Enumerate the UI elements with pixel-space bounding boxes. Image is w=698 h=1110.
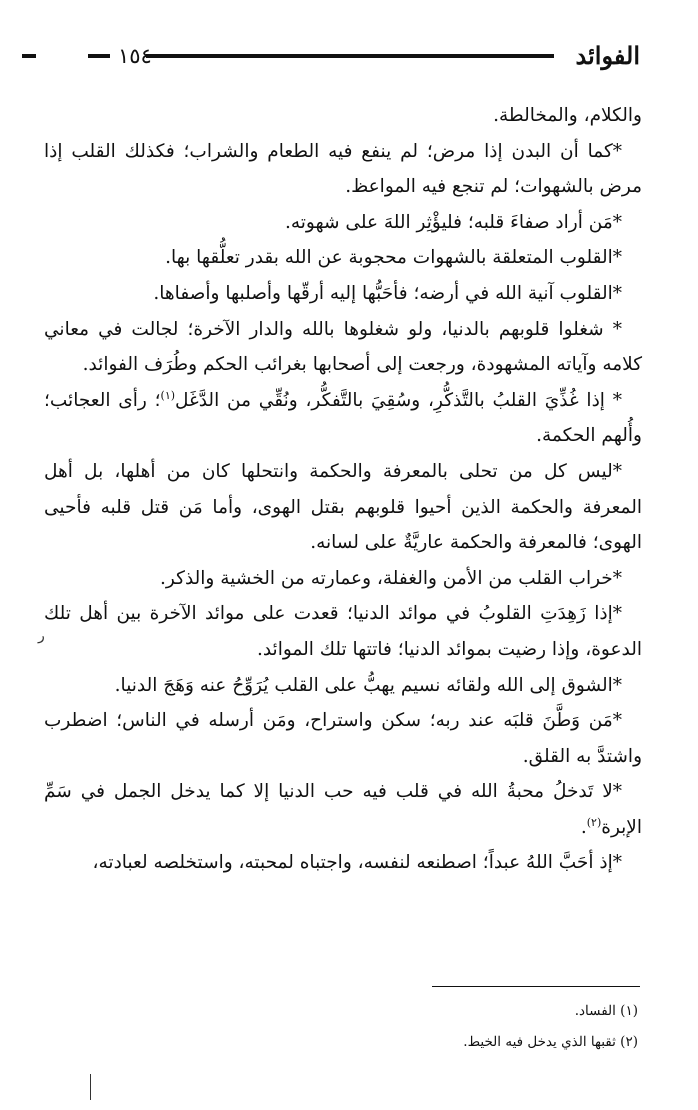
footnotes — [44, 996, 638, 1058]
paragraph: *الشوق إلى الله ولقائه نسيم يهبُّ على القلب يُرَوِّحُ عنه وَهَجَ الدنيا. — [114, 674, 622, 696]
footnote-separator — [432, 986, 640, 987]
paragraph: *القلوب المتعلقة بالشهوات محجوبة عن الله بقدر تعلُّقها بها. — [165, 247, 622, 269]
footnote: (٢) ثقبها الذي يدخل فيه الخيط. — [463, 1034, 638, 1050]
running-title: الفوائد — [575, 41, 640, 70]
paragraph-text: *لا تَدخلُ محبةُ الله في قلب فيه حب الدنيا إلا كما يدخل الجمل في سَمِّ الإبرة — [44, 781, 642, 838]
page-header — [22, 36, 640, 76]
footnote-ref: (١) — [160, 388, 176, 402]
paragraph-text: * إذا غُذِّيَ القلبُ بالتَّذكُّرِ، وسُقِيَ بالتَّفكُّر، ونُقِّي من الدَّغَل — [175, 389, 622, 411]
header-rule-end — [88, 54, 110, 58]
header-rule-left — [22, 54, 36, 58]
paragraph: *إذا زَهِدَتِ القلوبُ في موائد الدنيا؛ قعدت على موائد الآخرة بين أهل تلك الدعوة، وإذا رضيت بموائد الدنيا؛ فاتتها تلك الموائد. — [44, 603, 642, 660]
paragraph: * شغلوا قلوبهم بالدنيا، ولو شغلوها بالله والدار الآخرة؛ لجالت في معاني كلامه وآياته المشهودة، ورجعت إلى أصحابها بغرائب الحكم وطُرَف الفوائد. — [44, 318, 642, 376]
footnote-ref: (٢) — [586, 815, 602, 829]
main-text — [44, 98, 642, 881]
paragraph-with-footnote — [44, 774, 642, 845]
margin-note: ر — [38, 628, 45, 644]
page-number: ١٥٤ — [118, 44, 152, 68]
paragraph: *القلوب آنية الله في أرضه؛ فأحَبُّها إليه أرقّها وأصلبها وأصفاها. — [153, 282, 622, 304]
header-rule — [146, 54, 554, 58]
paragraph: *كما أن البدن إذا مرض؛ لم ينفع فيه الطعام والشراب؛ فكذلك القلب إذا مرض بالشهوات؛ لم تنجع فيه المواعظ. — [44, 140, 642, 198]
paragraph-text: ؛ رأى العجائب؛ وأُلهم الحكمة. — [44, 389, 642, 447]
paragraph: *خراب القلب من الأمن والغفلة، وعمارته من الخشية والذكر. — [160, 567, 622, 589]
margin-line — [90, 1074, 91, 1100]
paragraph: *ليس كل من تحلى بالمعرفة والحكمة وانتحلها كان من أهلها، بل أهل المعرفة والحكمة الذين أحيوا قلوبهم بقتل الهوى، وأما مَن قتل قلبه فأحيى الهوى؛ فالمعرفة والحكمة عاريَّةٌ على لسانه. — [44, 460, 642, 554]
paragraph: *إذ أحَبَّ اللهُ عبداً؛ اصطنعه لنفسه، واجتباه لمحبته، واستخلصه لعبادته، — [92, 852, 622, 874]
paragraph-with-footnote — [44, 383, 642, 454]
paragraph: *مَن أراد صفاءَ قلبه؛ فليؤْثِر اللهَ على شهوته. — [284, 211, 622, 233]
paragraph-text: . — [580, 816, 587, 838]
paragraph: والكلام، والمخالطة. — [493, 105, 642, 126]
footnote: (١) الفساد. — [574, 1003, 638, 1019]
paragraph: *مَن وَطَّنَ قلبَه عند ربه؛ سكن واستراح، ومَن أرسله في الناس؛ اضطرب واشتدَّ به القلق. — [44, 710, 642, 767]
